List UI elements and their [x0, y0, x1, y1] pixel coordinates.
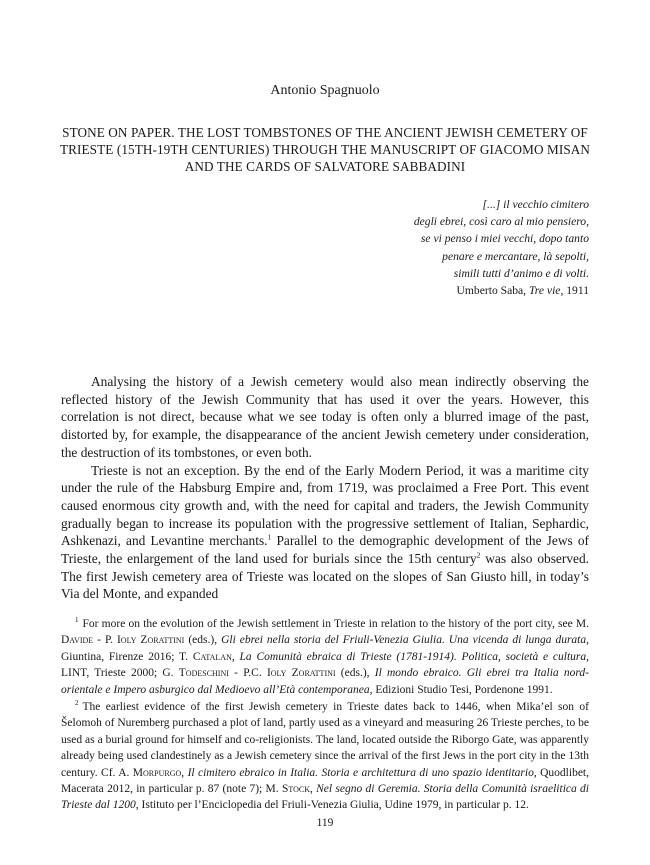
footnote-author: Stock	[281, 783, 310, 796]
footnote-work-title: Il mondo ebraico. Gli ebrei tra Italia nord-orientale e Impero asburgico dal Medioevo all’Età contemporanea	[61, 667, 589, 696]
footnote-work-title: Nel segno di Geremia. Storia della Comunità israelitica di Trieste dal 1200	[61, 783, 589, 812]
footnote-text: (eds.),	[184, 634, 222, 647]
footnote-2	[61, 699, 589, 814]
footnote-text: , Istituto per l’Enciclopedia del Friuli-Venezia Giulia, Udine 1979, in particular p. 12.	[135, 799, 529, 812]
paragraph	[61, 462, 589, 604]
footnote-author: Ioly Zorattini	[266, 667, 336, 680]
footnote-author: Ioly Zorattini	[116, 634, 185, 647]
epigraph-source-year: , 1911	[560, 284, 589, 298]
epigraph-source-author: Umberto Saba,	[456, 284, 529, 298]
page-number: 119	[316, 817, 334, 829]
footnote-text: - P.C.	[228, 667, 267, 680]
footnote-text: , Edizioni Studio Tesi, Pordenone 1991.	[369, 683, 553, 696]
footnote-author: Catalan	[192, 650, 232, 663]
footnotes	[61, 616, 589, 815]
epigraph	[329, 196, 589, 299]
footnote-work-title: Il cimitero ebraico in Italia. Storia e architettura di uno spazio identitario	[187, 766, 534, 779]
footnote-work-title: La Comunità ebraica di Trieste (1781-1914). Politica, società e cultura	[239, 650, 587, 663]
body-text	[61, 373, 589, 603]
footnote-author: Davide	[61, 634, 94, 647]
paragraph-segment: was also observed. The first Jewish cemetery area of Trieste was located on the slopes of San Giusto hill, in today’s Via del Monte, and expanded	[61, 551, 590, 602]
footnote-work-title: Gli ebrei nella storia del Friuli-Venezia Giulia. Una vicenda di lunga durata	[221, 634, 587, 647]
epigraph-line: [...] il vecchio cimitero	[482, 198, 589, 211]
author-name: Antonio Spagnuolo	[270, 83, 380, 98]
epigraph-line: simili tutti d’animo e di volti.	[453, 266, 589, 280]
footnote-text: , Quodlibet, Macerata 2012, in particular p. 87 (note 7); M.	[61, 766, 589, 796]
footnote-author: Todeschini	[178, 667, 229, 680]
footnote-mark: 1	[75, 616, 79, 625]
paragraph-segment: Trieste is not an exception. By the end of the Early Modern Period, it was a maritime city under the rule of the Habsburg Empire and, from 1719, was proclaimed a Free Port. This event caused enormous city growth and, with the need for capital and traders, the Jewish Community gradually began to increase its population with the progressive settlement of Italian, Sephardic, Ashkenazi, and Levantine merchants.	[61, 462, 589, 549]
epigraph-source	[329, 282, 589, 299]
footnote-text: ,	[181, 766, 188, 779]
footnote-text: For more on the evolution of the Jewish settlement in Trieste in relation to the history of the port city, see M.	[82, 618, 589, 630]
footnote-text: , Giuntina, Firenze 2016; T.	[61, 634, 589, 663]
footnote-text: The earliest evidence of the first Jewish cemetery in Trieste dates back to 1446, when Mika’el son of Šelomoh of Nuremberg purchased a plot of land, partly used as a vineyard and measuring 26 Trieste perches, to be used as a burial ground for himself and co-religionists. The land, located outside the Riborgo Gate, was apparently already being used clandestinely as a Jewish cemetery since the arrival of the first Jews in the port city in the 13th century. Cf. A.	[61, 701, 589, 779]
epigraph-line: penare e mercantare, là sepolti,	[442, 249, 589, 263]
footnote-1	[61, 616, 589, 698]
footnote-ref-2[interactable]: 2	[476, 550, 481, 560]
epigraph-source-work: Tre vie	[528, 284, 561, 298]
footnote-mark: 2	[75, 699, 79, 708]
footnote-text: - P.	[93, 634, 117, 647]
epigraph-line: se vi penso i miei vecchi, dopo tanto	[420, 232, 589, 246]
paragraph: Analysing the history of a Jewish cemetery would also mean indirectly observing the reflected history of the Jewish Community that has used it over the years. However, this correlation is not direct, because what we see today is often only a blurred image of the past, distorted by, for example, the disappearance of the ancient Jewish cemetery under consideration, the destruction of its tombstones, or even both.	[61, 374, 589, 460]
footnote-text: (eds.),	[335, 667, 375, 680]
footnote-ref-1[interactable]: 1	[267, 532, 272, 542]
footnote-text: ,	[309, 783, 317, 796]
footnote-text: ,	[231, 650, 240, 663]
epigraph-line: degli ebrei, così caro al mio pensiero,	[413, 215, 589, 229]
article-title: STONE ON PAPER. THE LOST TOMBSTONES OF THE ANCIENT JEWISH CEMETERY OF TRIESTE (15TH-19TH CENTURIES) THROUGH THE MANUSCRIPT OF GIACOMO MISAN AND THE CARDS OF SALVATORE SABBADINI	[59, 125, 590, 174]
footnote-text: , LINT, Trieste 2000; G.	[61, 650, 589, 680]
paragraph-segment: Parallel to the demographic development of the Jews of Trieste, the enlargement of the land used for burials since the 15th century	[61, 533, 590, 567]
footnote-author: Morpurgo	[132, 766, 182, 779]
